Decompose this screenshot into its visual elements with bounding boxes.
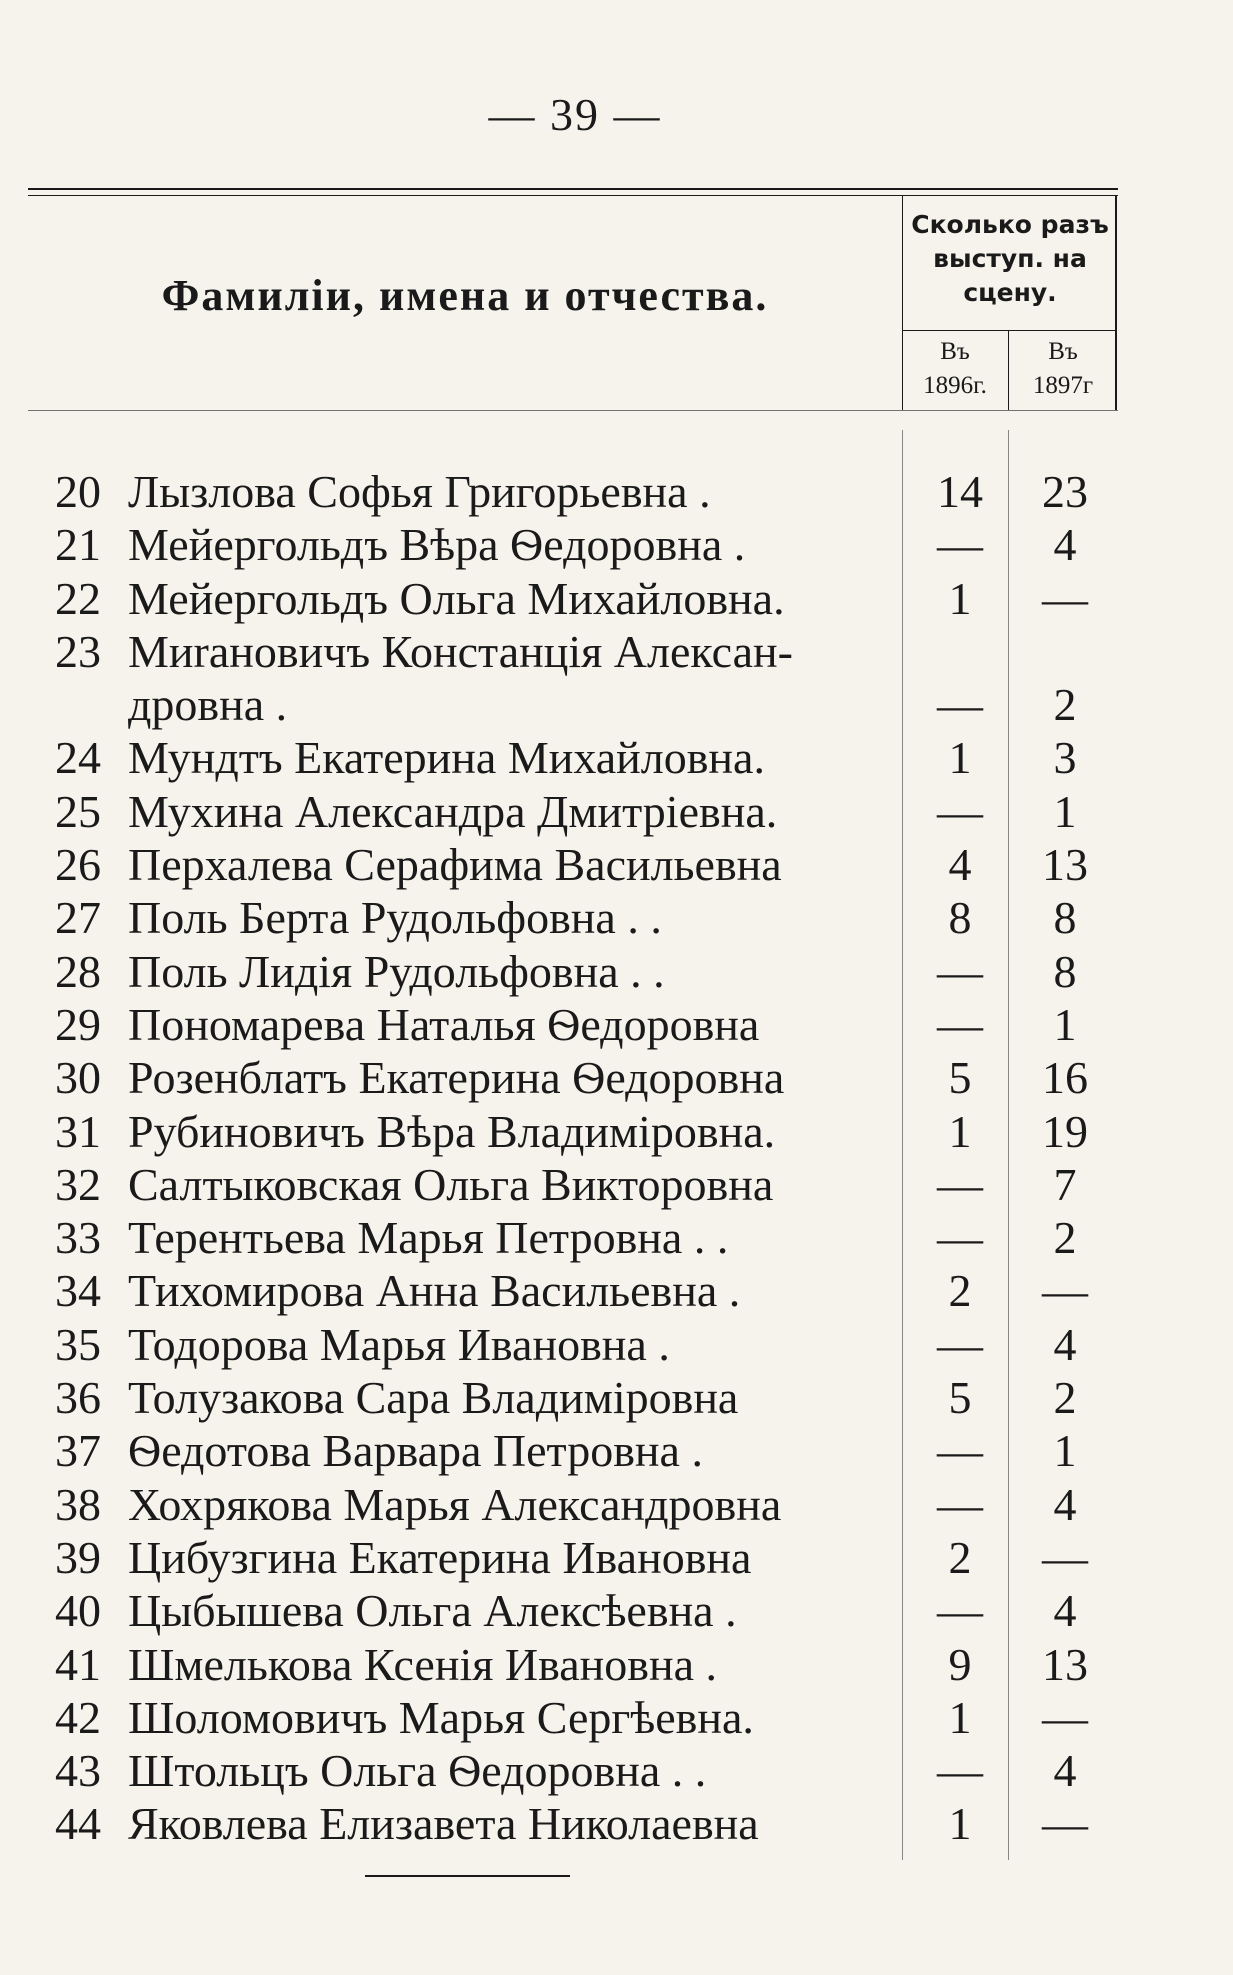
- table-row: [0, 678, 1233, 731]
- table-row: [0, 1371, 1233, 1424]
- table-row: [0, 625, 1233, 678]
- row-count-1896: —: [937, 679, 983, 731]
- row-count-1897: 7: [1053, 1158, 1077, 1210]
- top-rule: [28, 188, 1118, 190]
- row-number: 36: [55, 1372, 101, 1424]
- row-number: 43: [55, 1745, 101, 1797]
- table-row: [0, 1478, 1233, 1531]
- table-row: [0, 731, 1233, 784]
- row-count-1897: 2: [1053, 679, 1077, 731]
- row-count-1897: 1: [1053, 1425, 1077, 1477]
- row-count-1896: 14: [937, 466, 983, 517]
- row-count-1897: 4: [1053, 519, 1077, 571]
- row-name: Поль Берта Рудольфовна . .: [128, 892, 662, 944]
- row-name: Салтыковская Ольга Викторовна: [128, 1158, 774, 1210]
- table-row: [0, 1584, 1233, 1637]
- row-count-1896: —: [937, 945, 983, 997]
- row-name: Тодорова Марья Ивановна .: [128, 1318, 670, 1370]
- row-number: 40: [55, 1585, 101, 1637]
- row-count-1896: 1: [948, 1798, 972, 1850]
- table-row: [0, 465, 1233, 518]
- row-count-1896: —: [937, 519, 983, 571]
- row-name: Мейергольдъ Ольга Михайловна.: [128, 572, 785, 624]
- row-count-1897: 3: [1053, 732, 1077, 784]
- row-count-1896: —: [937, 785, 983, 837]
- row-name: Шмелькова Ксенія Ивановна .: [128, 1638, 718, 1690]
- bottom-short-rule: [365, 1875, 570, 1877]
- row-number: 38: [55, 1478, 101, 1530]
- row-number: 28: [55, 945, 101, 997]
- table-row: [0, 572, 1233, 625]
- table-row: [0, 891, 1233, 944]
- row-name: Розенблатъ Екатерина Ѳедоровна: [128, 1052, 785, 1104]
- row-count-1896: 1: [948, 1691, 972, 1743]
- table-row: [0, 1424, 1233, 1477]
- row-name: Цибузгина Екатерина Ивановна: [128, 1531, 752, 1583]
- row-name: дровна .: [128, 679, 288, 731]
- row-count-1897: 13: [1042, 839, 1088, 891]
- row-count-1897: 2: [1053, 1212, 1077, 1264]
- row-count-1897: —: [1042, 1691, 1088, 1743]
- row-name: Миrановичъ Констанція Алексан-: [128, 625, 793, 677]
- row-count-1896: —: [937, 1158, 983, 1210]
- row-number: 32: [55, 1158, 101, 1210]
- table-row: [0, 1531, 1233, 1584]
- row-name: Терентьева Марья Петровна . .: [128, 1212, 729, 1264]
- row-name: Пономарева Наталья Ѳедоровна: [128, 998, 760, 1050]
- row-number: 25: [55, 785, 101, 837]
- table-row: [0, 1105, 1233, 1158]
- row-count-1896: —: [937, 1212, 983, 1264]
- row-number: 22: [55, 572, 101, 624]
- table-row: [0, 1211, 1233, 1264]
- row-count-1897: 4: [1053, 1478, 1077, 1530]
- table-row: [0, 945, 1233, 998]
- row-number: 37: [55, 1425, 101, 1477]
- row-count-1896: —: [937, 1478, 983, 1530]
- table-row: [0, 785, 1233, 838]
- top-rule-2: [28, 195, 1118, 196]
- row-count-1896: 2: [948, 1531, 972, 1583]
- row-count-1897: 2: [1053, 1372, 1077, 1424]
- row-count-1896: 9: [948, 1638, 972, 1690]
- row-name: Тихомирова Анна Васильевна .: [128, 1265, 741, 1317]
- row-count-1897: —: [1042, 1798, 1088, 1850]
- row-count-1896: 1: [948, 732, 972, 784]
- column-header-1896: Въ 1896г.: [923, 338, 987, 399]
- row-count-1897: 1: [1053, 785, 1077, 837]
- row-name: Рубиновичъ Вѣра Владиміровна.: [128, 1105, 776, 1157]
- table-row: [0, 1797, 1233, 1850]
- row-count-1897: 13: [1042, 1638, 1088, 1690]
- row-number: 35: [55, 1318, 101, 1370]
- row-number: 33: [55, 1212, 101, 1264]
- table-row: [0, 1744, 1233, 1797]
- row-count-1897: 4: [1053, 1318, 1077, 1370]
- row-name: Штольцъ Ольга Ѳедоровна . .: [128, 1745, 707, 1797]
- row-count-1896: 1: [948, 572, 972, 624]
- column-header-count: Сколько разъ выступ. на сцену.: [911, 210, 1109, 307]
- row-number: 44: [55, 1798, 101, 1850]
- row-name: Мейергольдъ Вѣра Ѳедоровна .: [128, 519, 746, 571]
- row-count-1896: —: [937, 1425, 983, 1477]
- row-count-1897: 4: [1053, 1585, 1077, 1637]
- row-number: 29: [55, 998, 101, 1050]
- row-name: Цыбышева Ольга Алексѣевна .: [128, 1585, 737, 1637]
- row-count-1897: 1: [1053, 998, 1077, 1050]
- row-name: Перхалева Серафима Васильевна: [128, 839, 782, 891]
- row-number: 27: [55, 892, 101, 944]
- table-row: [0, 1318, 1233, 1371]
- row-count-1897: 23: [1042, 466, 1088, 517]
- row-number: 24: [55, 732, 101, 784]
- row-count-1896: —: [937, 998, 983, 1050]
- row-count-1897: —: [1042, 572, 1088, 624]
- row-name: Хохрякова Марья Александровна: [128, 1478, 782, 1530]
- table-body: [0, 465, 1233, 1851]
- row-number: 41: [55, 1638, 101, 1690]
- row-count-1896: 1: [948, 1105, 972, 1157]
- header-bottom-rule: [28, 410, 1118, 411]
- table-row: [0, 518, 1233, 571]
- row-number: 34: [55, 1265, 101, 1317]
- row-count-1896: 8: [948, 892, 972, 944]
- row-name: Шоломовичъ Марья Сергѣевна.: [128, 1691, 754, 1743]
- column-header-names: Фамиліи, имена и отчества.: [161, 271, 769, 320]
- page-number: — 39 —: [488, 89, 662, 140]
- row-number: 31: [55, 1105, 101, 1157]
- row-name: Мундтъ Екатерина Михайловна.: [128, 732, 765, 784]
- table-row: [0, 1158, 1233, 1211]
- table-row: [0, 1264, 1233, 1317]
- row-name: Яковлева Елизавета Николаевна: [128, 1798, 759, 1850]
- row-count-1897: 19: [1042, 1105, 1088, 1157]
- row-count-1896: 5: [948, 1052, 972, 1104]
- row-count-1896: 4: [948, 839, 972, 891]
- row-count-1896: 5: [948, 1372, 972, 1424]
- row-number: 42: [55, 1691, 101, 1743]
- row-name: Поль Лидія Рудольфовна . .: [128, 945, 665, 997]
- row-count-1897: 4: [1053, 1745, 1077, 1797]
- column-header-1897: Въ 1897г: [1032, 338, 1094, 399]
- table-row: [0, 1691, 1233, 1744]
- row-count-1897: 16: [1042, 1052, 1088, 1104]
- table-row: [0, 998, 1233, 1051]
- row-number: 30: [55, 1052, 101, 1104]
- row-number: 39: [55, 1531, 101, 1583]
- row-number: 21: [55, 519, 101, 571]
- row-count-1896: —: [937, 1585, 983, 1637]
- row-count-1897: —: [1042, 1531, 1088, 1583]
- row-count-1896: 2: [948, 1265, 972, 1317]
- row-number: 26: [55, 839, 101, 891]
- row-name: Лызлова Софья Григорьевна .: [128, 466, 711, 517]
- row-name: Ѳедотова Варвара Петровна .: [128, 1425, 703, 1477]
- table-row: [0, 838, 1233, 891]
- row-number: 23: [55, 625, 101, 677]
- row-name: Мухина Александра Дмитріевна.: [128, 785, 778, 837]
- row-name: Толузакова Сара Владиміровна: [128, 1372, 739, 1424]
- row-count-1897: 8: [1053, 945, 1077, 997]
- row-count-1897: —: [1042, 1265, 1088, 1317]
- table-row: [0, 1051, 1233, 1104]
- row-count-1896: —: [937, 1745, 983, 1797]
- row-count-1896: —: [937, 1318, 983, 1370]
- row-number: 20: [55, 466, 101, 517]
- row-count-1897: 8: [1053, 892, 1077, 944]
- table-row: [0, 1638, 1233, 1691]
